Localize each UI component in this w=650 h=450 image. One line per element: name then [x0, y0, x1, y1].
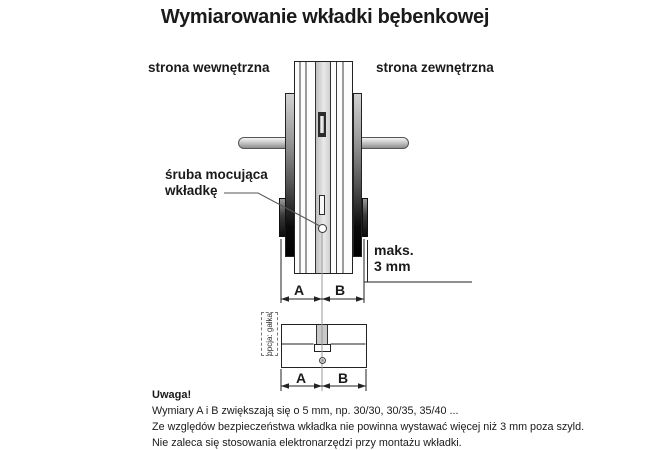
knob-option-label: opcja: gałka [264, 312, 274, 356]
dim-label-a-lower: A [295, 370, 307, 386]
note-line-2: Ze względów bezpieczeństwa wkładka nie powinna wystawać więcej niż 3 mm poza szyld. [152, 421, 585, 433]
note-block [152, 387, 584, 450]
label-outer-side: strona zewnętrzna [376, 60, 494, 75]
max-label-line2: 3 mm [374, 258, 411, 274]
note-line-3: Nie zaleca się stosowania elektronarzędzi przy montażu wkładki. [152, 437, 462, 449]
note-line-1: Wymiary A i B zwiększają się o 5 mm, np. 30/30, 30/35, 35/40 ... [152, 405, 459, 417]
note-heading: Uwaga! [152, 389, 192, 401]
screw-label-line1: śruba mocująca [165, 167, 268, 182]
dim-label-b-lower: B [337, 370, 349, 386]
max-protrusion-label [374, 242, 414, 274]
label-inner-side: strona wewnętrzna [148, 60, 270, 75]
cylinder-end-right [362, 198, 369, 237]
spindle-rod-right [361, 137, 409, 149]
knob-option-box [261, 312, 278, 356]
screw-label-line2: wkładkę [165, 183, 218, 198]
dim-label-b-upper: B [334, 282, 346, 298]
latch-follower [318, 112, 326, 137]
spindle-rod-left [238, 137, 286, 149]
cam-channel [316, 325, 328, 344]
dim-label-a-upper: A [293, 282, 305, 298]
cylinder-screw [319, 357, 326, 364]
cylinder-end-left [279, 198, 286, 237]
cam-notch [314, 344, 331, 352]
screw-label [165, 167, 268, 199]
lock-pocket-strip [315, 62, 331, 273]
fixing-screw [318, 224, 327, 233]
page-title: Wymiarowanie wkładki bębenkowej [160, 6, 490, 28]
escutcheon-left [285, 93, 295, 257]
cylinder-profile-hole [319, 195, 325, 215]
max-label-line1: maks. [374, 242, 414, 258]
